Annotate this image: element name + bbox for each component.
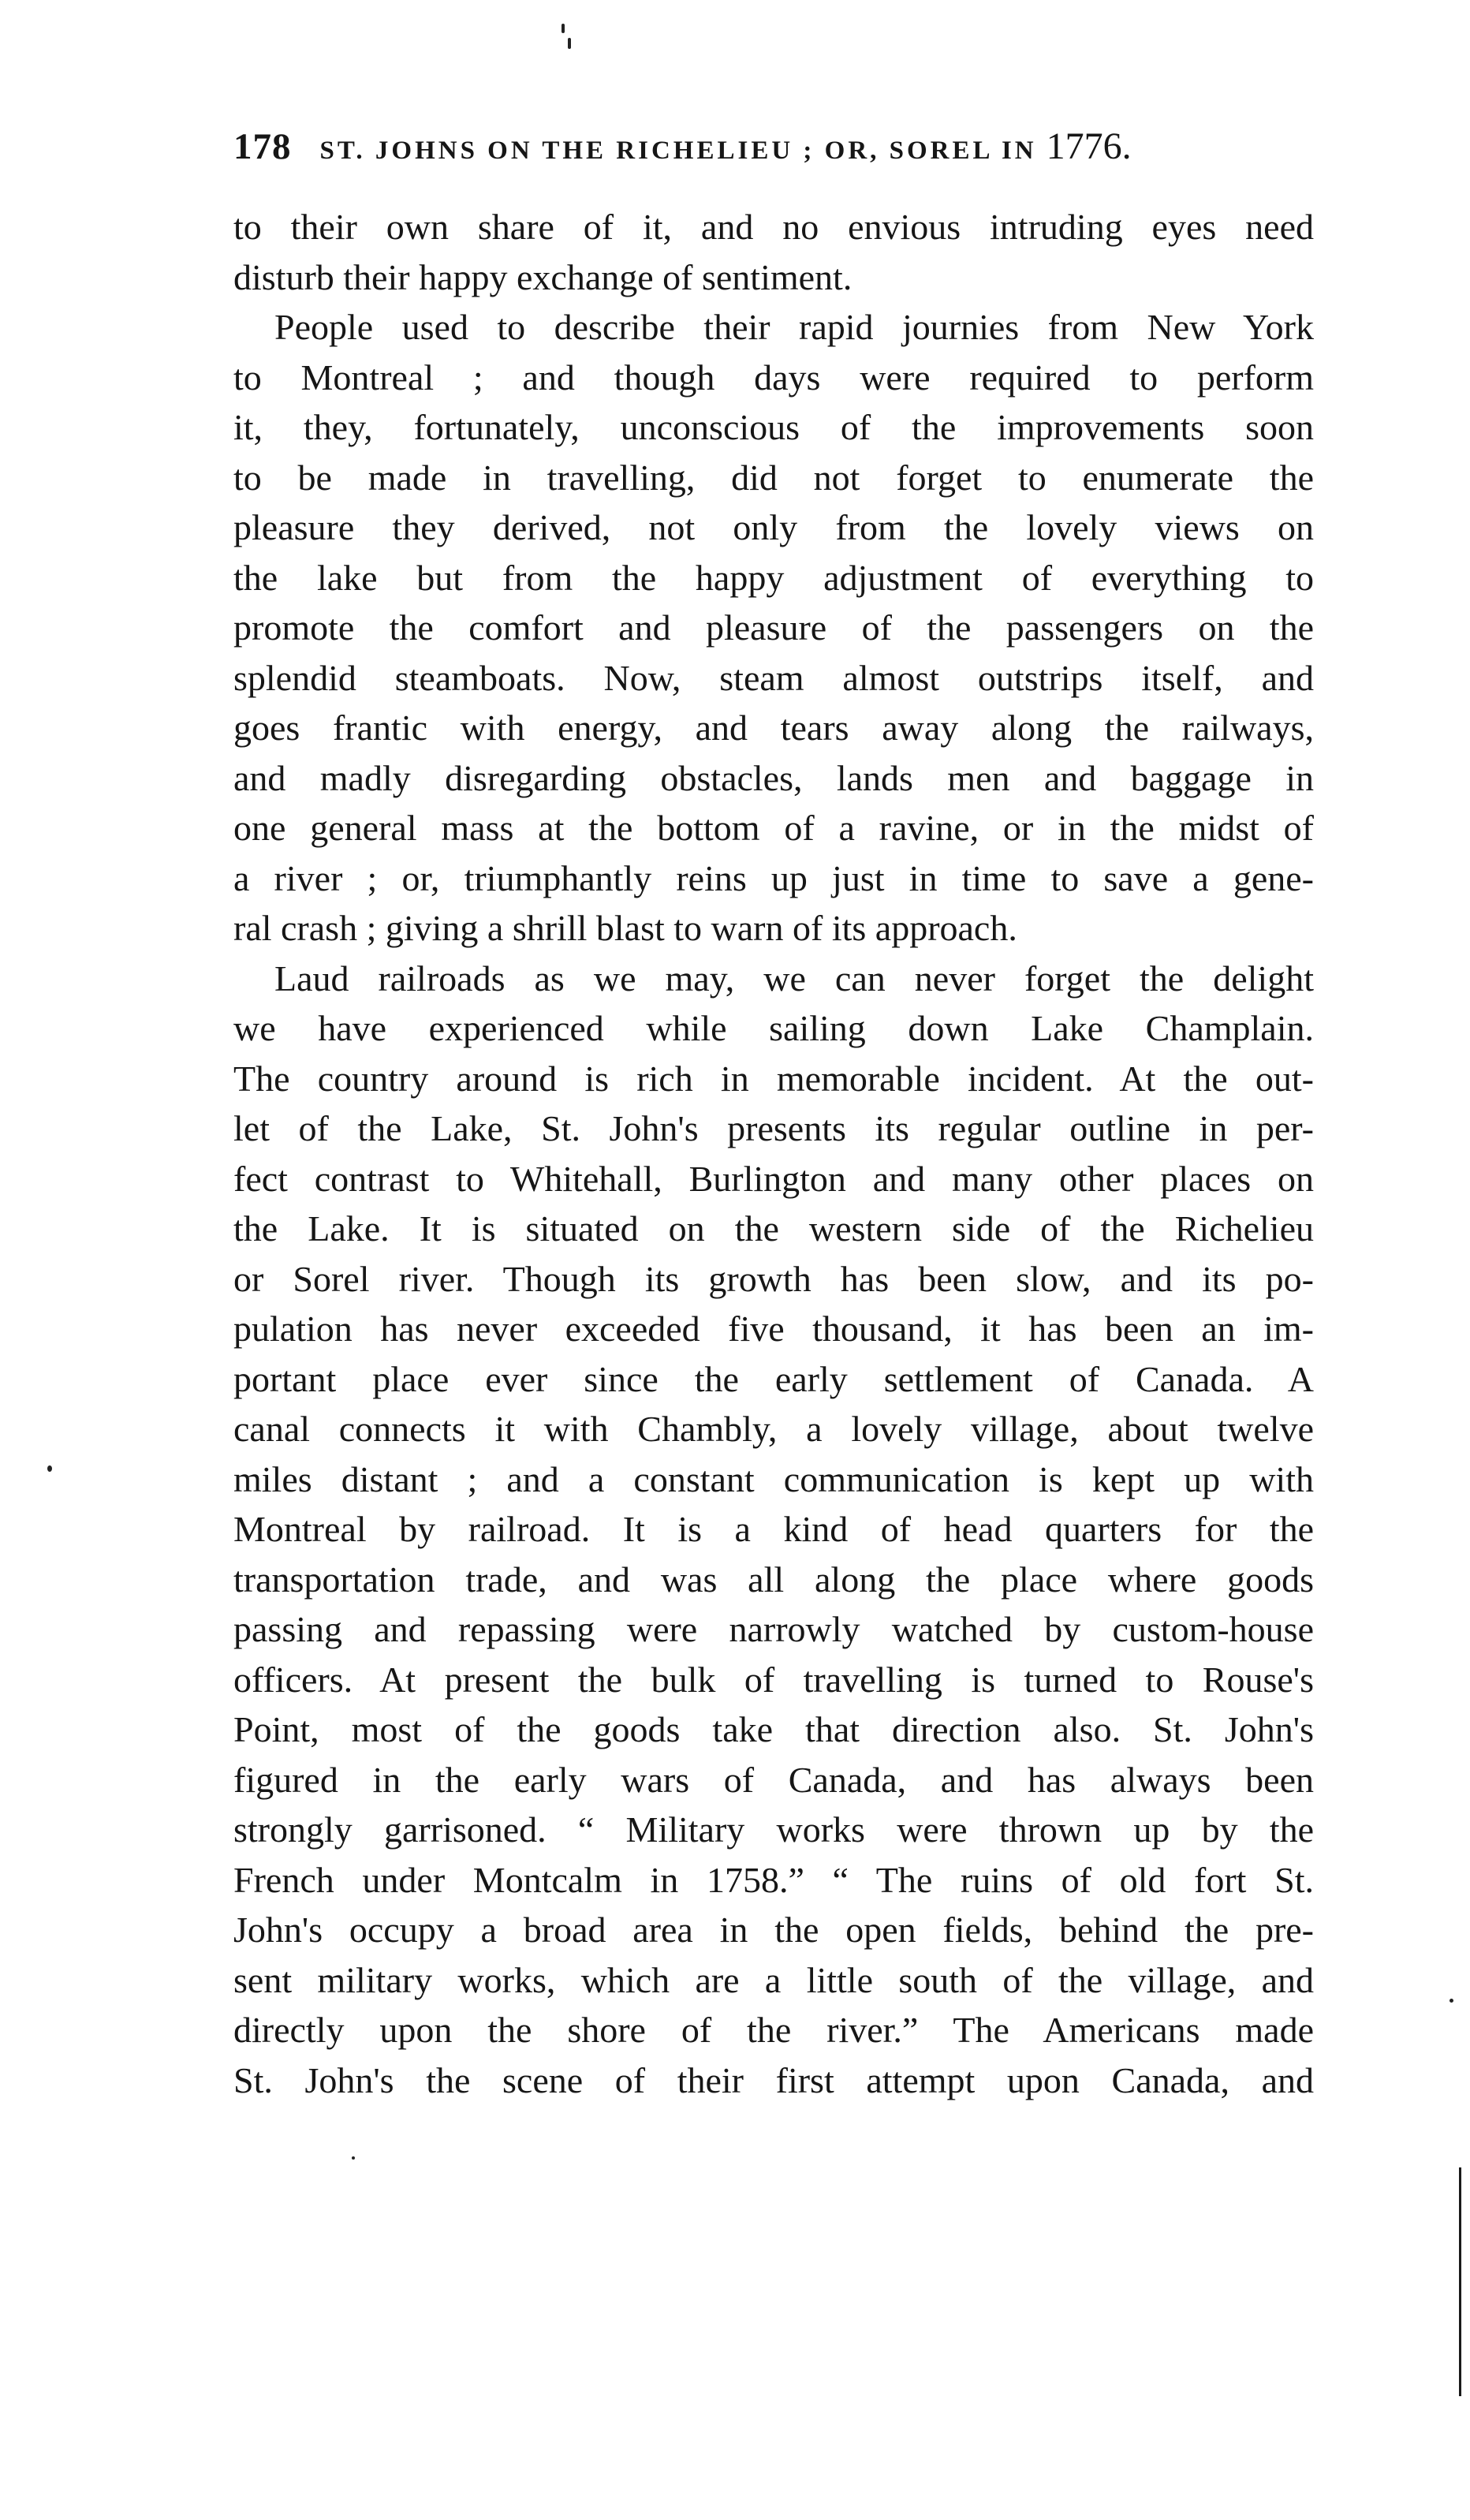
- text-line: a river ; or, triumphantly reins up just in time to save a gene-: [233, 857, 1314, 898]
- text-line: French under Montcalm in 1758.” “ The ruins of old fort St.: [233, 1859, 1314, 1900]
- text-line: officers. At present the bulk of travelling is turned to Rouse's: [233, 1659, 1314, 1700]
- text-line: to Montreal ; and though days were required to perform: [233, 357, 1314, 398]
- running-title: ST. JOHNS ON THE RICHELIEU ; OR, SOREL IN: [319, 136, 1037, 165]
- text-line: People used to describe their rapid journies from New York: [274, 307, 1314, 347]
- text-line: or Sorel river. Though its growth has been slow, and its po-: [233, 1258, 1314, 1299]
- text-line: miles distant ; and a constant communication is kept up with: [233, 1458, 1314, 1499]
- text-line: portant place ever since the early settlement of Canada. A: [233, 1358, 1314, 1399]
- text-line: one general mass at the bottom of a ravine, or in the midst of: [233, 808, 1314, 848]
- text-line: and madly disregarding obstacles, lands men and baggage in: [233, 757, 1314, 798]
- text-line: canal connects it with Chambly, a lovely village, about twelve: [233, 1409, 1314, 1449]
- text-line: Point, most of the goods take that direction also. St. John's: [233, 1709, 1314, 1749]
- text-line: passing and repassing were narrowly watched by custom-house: [233, 1609, 1314, 1649]
- text-line: directly upon the shore of the river.” The Americans made: [233, 2010, 1314, 2050]
- running-head: [233, 125, 1338, 180]
- scan-speck: [352, 2156, 355, 2160]
- text-line: ral crash ; giving a shrill blast to warn of its approach.: [233, 908, 1017, 948]
- text-line: fect contrast to Whitehall, Burlington and many other places on: [233, 1158, 1314, 1199]
- scan-speck: [562, 24, 565, 33]
- body-text: [233, 202, 1314, 2105]
- text-line: figured in the early wars of Canada, and has always been: [233, 1759, 1314, 1800]
- text-line: transportation trade, and was all along the place where goods: [233, 1559, 1314, 1600]
- text-line: St. John's the scene of their first attempt upon Canada, and: [233, 2059, 1314, 2100]
- scan-speck: [1449, 1999, 1453, 2003]
- running-year: 1776.: [1046, 125, 1132, 167]
- text-line: pleasure they derived, not only from the lovely views on: [233, 507, 1314, 547]
- text-line: to their own share of it, and no envious intruding eyes need: [233, 207, 1314, 247]
- text-line: goes frantic with energy, and tears away along the railways,: [233, 707, 1314, 748]
- scan-speck: [47, 1465, 52, 1472]
- text-line: disturb their happy exchange of sentiment.: [233, 256, 853, 297]
- text-line: splendid steamboats. Now, steam almost outstrips itself, and: [233, 657, 1314, 698]
- text-line: let of the Lake, St. John's presents its regular outline in per-: [233, 1108, 1314, 1148]
- text-line: the Lake. It is situated on the western side of the Richelieu: [233, 1208, 1314, 1249]
- text-line: to be made in travelling, did not forget to enumerate the: [233, 457, 1314, 498]
- text-line: John's occupy a broad area in the open fields, behind the pre-: [233, 1910, 1314, 1950]
- text-line: promote the comfort and pleasure of the passengers on the: [233, 607, 1314, 648]
- scan-edge-line: [1459, 2167, 1461, 2396]
- text-line: it, they, fortunately, unconscious of the improvements soon: [233, 407, 1314, 447]
- text-line: pulation has never exceeded five thousand, it has been an im-: [233, 1309, 1314, 1349]
- text-line: The country around is rich in memorable incident. At the out-: [233, 1058, 1314, 1099]
- text-line: sent military works, which are a little south of the village, and: [233, 1959, 1314, 2000]
- text-line: Laud railroads as we may, we can never forget the delight: [274, 958, 1314, 999]
- text-line: the lake but from the happy adjustment of everything to: [233, 557, 1314, 598]
- text-line: strongly garrisoned. “ Military works were thrown up by the: [233, 1809, 1314, 1850]
- text-line: we have experienced while sailing down Lake Champlain.: [233, 1008, 1314, 1048]
- scan-speck: [568, 38, 571, 49]
- text-line: Montreal by railroad. It is a kind of head quarters for the: [233, 1509, 1314, 1549]
- page-number: 178: [233, 126, 292, 167]
